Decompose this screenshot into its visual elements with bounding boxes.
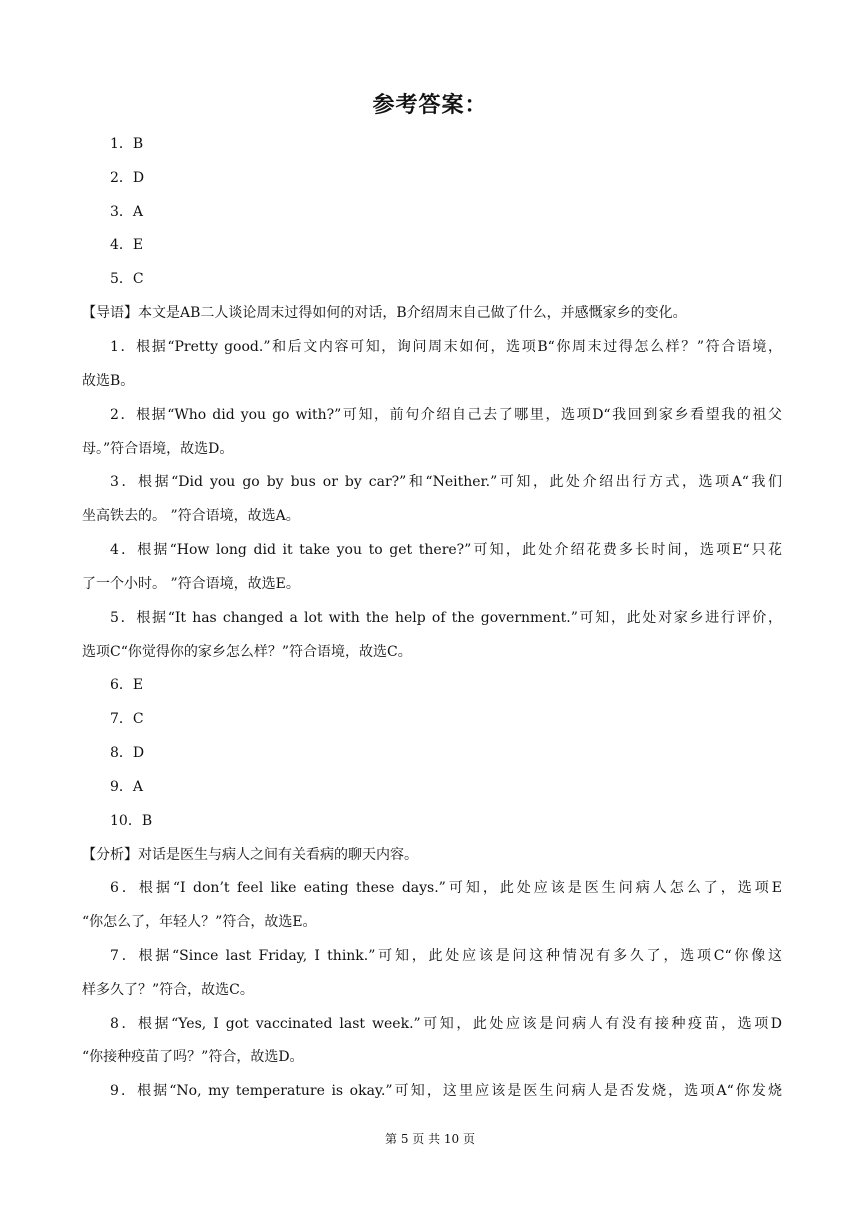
answer-item: 3．A bbox=[110, 204, 144, 220]
explanation-line: 4．根据“How long did it take you to get there?”可知，此处介绍花费多长时间，选项E“只花 bbox=[110, 542, 782, 558]
explanation-line: 7．根据“Since last Friday, I think.”可知，此处应该是问这种情况有多久了，选项C“你像这 bbox=[110, 948, 782, 964]
answer-item: 1．B bbox=[110, 136, 144, 152]
analysis-paragraph: 【分析】对话是医生与病人之间有关看病的聊天内容。 bbox=[82, 847, 418, 863]
explanation-line: 选项C“你觉得你的家乡怎么样？”符合语境，故选C。 bbox=[82, 644, 412, 660]
explanation-line: 9．根据“No, my temperature is okay.”可知，这里应该是医生问病人是否发烧，选项A“你发烧 bbox=[110, 1083, 782, 1099]
explanation-line: 母。”符合语境，故选D。 bbox=[82, 441, 234, 457]
answer-item: 6．E bbox=[110, 677, 144, 693]
explanation-line: 故选B。 bbox=[82, 373, 135, 389]
explanation-line: “你接种疫苗了吗？”符合，故选D。 bbox=[82, 1049, 304, 1065]
explanation-line: 6．根据“I don’t feel like eating these days.”可知，此处应该是医生问病人怎么了，选项E bbox=[110, 880, 782, 896]
answer-item: 7．C bbox=[110, 711, 144, 727]
answer-item: 4．E bbox=[110, 237, 144, 253]
answer-item: 5．C bbox=[110, 271, 144, 287]
explanation-line: 8．根据“Yes, I got vaccinated last week.”可知，此处应该是问病人有没有接种疫苗，选项D bbox=[110, 1016, 782, 1032]
guide-paragraph: 【导语】本文是AB二人谈论周末过得如何的对话，B介绍周末自己做了什么，并感慨家乡的变化。 bbox=[82, 305, 687, 321]
explanation-line: 3．根据“Did you go by bus or by car?”和“Neither.”可知，此处介绍出行方式，选项A“我们 bbox=[110, 474, 782, 490]
page-title: 参考答案： bbox=[372, 93, 488, 118]
page-footer: 第 5 页 共 10 页 bbox=[385, 1132, 475, 1146]
answer-item: 9．A bbox=[110, 779, 144, 795]
explanation-line: 1．根据“Pretty good.”和后文内容可知，询问周末如何，选项B“你周末过得怎么样？”符合语境， bbox=[110, 339, 782, 355]
answer-item: 10．B bbox=[110, 813, 153, 829]
explanation-line: 样多久了？”符合，故选C。 bbox=[82, 982, 254, 998]
answer-item: 2．D bbox=[110, 170, 145, 186]
explanation-line: “你怎么了，年轻人？”符合，故选E。 bbox=[82, 914, 317, 930]
answer-item: 8．D bbox=[110, 745, 145, 761]
explanation-line: 了一个小时。 ”符合语境，故选E。 bbox=[82, 576, 300, 592]
explanation-line: 2．根据“Who did you go with?”可知，前句介绍自己去了哪里，选项D“我回到家乡看望我的祖父 bbox=[110, 407, 782, 423]
explanation-line: 坐高铁去的。 ”符合语境，故选A。 bbox=[82, 508, 300, 524]
explanation-line: 5．根据“It has changed a lot with the help of the government.”可知，此处对家乡进行评价， bbox=[110, 610, 782, 626]
